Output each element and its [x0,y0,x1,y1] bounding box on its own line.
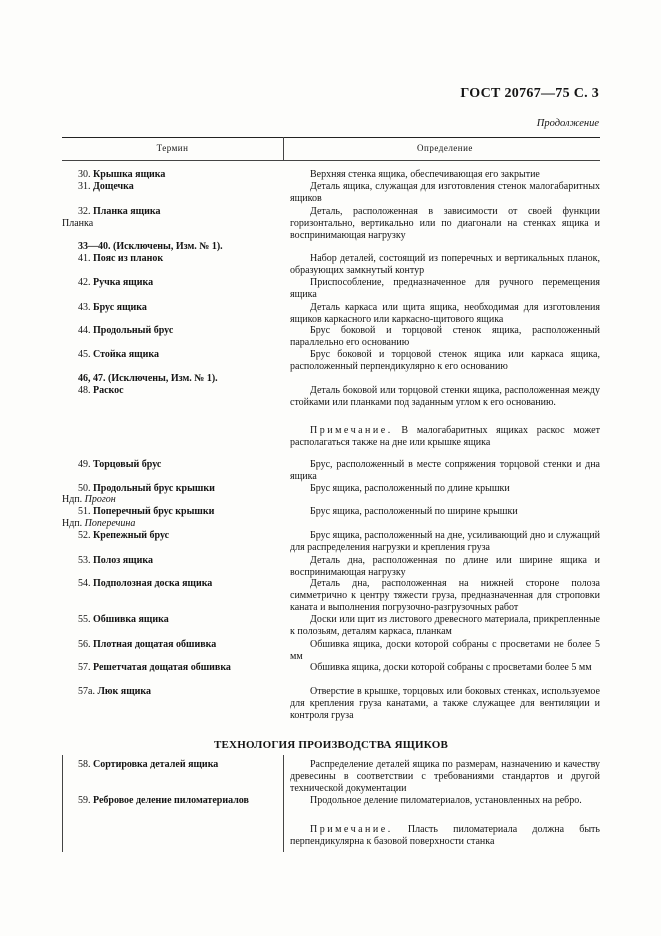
term-number: 57. [78,662,91,673]
term-50-deprecated [62,494,284,506]
term-56 [78,639,300,651]
term-57 [78,662,300,674]
section-title: ТЕХНОЛОГИЯ ПРОИЗВОДСТВА ЯЩИКОВ [213,739,449,751]
term-number: 30. [78,169,91,180]
definition-51: Брус ящика, расположенный по ширине крышки [310,506,518,517]
term-number: 43. [78,302,91,313]
definition-53: Деталь дна, расположенная по длине или ширине ящика и воспринимающая нагрузку [290,555,600,578]
term-name: Крышка ящика [93,169,166,180]
definition-54: Деталь дна, расположенная на нижней стороне полоза симметрично к центру тяжести груза, предназначенная для строповки каната и выполнения погрузочно-разгрузочных работ [290,578,600,613]
definition-42: Приспособление, предназначенное для ручного перемещения ящика [290,277,600,300]
definition-52: Брус ящика, расположенный на дне, усиливающий дно и служащий для распределения нагрузки и крепления груза [290,530,600,553]
definition-57: Обшивка ящика, доски которой собраны с просветами более 5 мм [310,662,592,673]
term-number: 49. [78,459,91,470]
definition-55: Доски или щит из листового древесного материала, прикрепленные к полозьям, деталям каркаса, планкам [290,614,600,637]
term-name: Стойка ящика [93,349,159,360]
term-number: 53. [78,555,91,566]
term-number: 45. [78,349,91,360]
term-name: Полоз ящика [93,555,153,566]
term-number: 57а. [78,686,95,697]
term-name: Поперечный брус крышки [93,506,215,517]
term-number: 55. [78,614,91,625]
term-number: 58. [78,759,91,770]
term-52 [78,530,300,542]
definition-50: Брус ящика, расположенный по длине крышки [310,483,510,494]
term-name: Продольный брус [93,325,174,336]
term-name: Сортировка деталей ящика [93,759,219,770]
note-label: Примечание. [310,425,393,436]
table-top-rule [62,137,600,138]
term-number: 59. [78,795,91,806]
definition-59: Продольное деление пиломатериалов, установленных на ребро. [310,795,582,806]
term-name: Дощечка [93,181,134,192]
definition-45: Брус боковой и торцовой стенок ящика или каркаса ящика, расположенный перпендикулярно к его основанию [290,349,600,372]
term-48 [78,385,300,397]
term-30 [78,169,300,181]
definition-31: Деталь ящика, служащая для изготовления стенок малогабаритных ящиков [290,181,600,204]
term-name: Брус ящика [93,302,147,313]
term-51-deprecated [62,518,284,530]
definition-49: Брус, расположенный в месте сопряжения торцовой стенки и дна ящика [290,459,600,482]
continuation-label: Продолжение [536,118,599,129]
page-header: ГОСТ 20767—75 С. 3 [460,86,599,101]
term-number: 44. [78,325,91,336]
note-59 [290,824,600,848]
term-number: 52. [78,530,91,541]
term-32 [78,206,300,218]
term-number: 48. [78,385,91,396]
term-name: Крепежный брус [93,530,170,541]
term-46-47-excluded: 46, 47. (Исключены, Изм. № 1). [78,373,218,384]
term-name: Планка ящика [93,206,161,217]
column-header-definition: Определение [417,143,473,153]
term-45 [78,349,300,361]
column-rule-left [62,755,63,852]
term-name: Обшивка ящика [93,614,169,625]
definition-56: Обшивка ящика, доски которой собраны с просветами не более 5 мм [290,639,600,662]
deprecated-label: Ндп. [62,518,83,529]
deprecated-label: Ндп. [62,494,83,505]
term-name: Ручка ящика [93,277,154,288]
term-number: 54. [78,578,91,589]
term-44 [78,325,300,337]
term-number: 32. [78,206,91,217]
definition-30: Верхняя стенка ящика, обеспечивающая его закрытие [310,169,540,180]
definition-58: Распределение деталей ящика по размерам, назначению и качеству древесины в соответствии с требованиями стандартов и другой технической документации [290,759,600,794]
term-51 [78,506,300,518]
term-number: 50. [78,483,91,494]
term-name: Ребровое деление пиломатериалов [93,795,249,806]
definition-43: Деталь каркаса или щита ящика, необходимая для изготовления ящиков каркасного или каркасно-щитового ящика [290,302,600,325]
term-name: Люк ящика [97,686,152,697]
term-42 [78,277,300,289]
note-text: В малогабаритных ящиках раскос может располагаться также на дне или крышке ящика [290,425,600,448]
term-name: Пояс из планок [93,253,164,264]
term-49 [78,459,300,471]
term-number: 41. [78,253,91,264]
column-header-term: Термин [156,143,189,153]
note-label: Примечание. [310,824,393,835]
term-number: 56. [78,639,91,650]
term-32-synonym: Планка [62,218,94,229]
term-name: Раскос [93,385,124,396]
term-number: 42. [78,277,91,288]
term-53 [78,555,300,567]
definition-48: Деталь боковой или торцовой стенки ящика, расположенная между стойками или планками под заданным углом к его основанию. [290,385,600,408]
definition-44: Брус боковой и торцовой стенок ящика, расположенный параллельно его основанию [290,325,600,348]
term-55 [78,614,300,626]
term-name: Продольный брус крышки [93,483,215,494]
term-57a [78,686,300,698]
term-name: Торцовый брус [93,459,162,470]
note-text: Пласть пиломатериала должна быть перпендикулярна к базовой поверхности станка [290,824,600,847]
definition-41: Набор деталей, состоящий из поперечных и вертикальных планок, образующих замкнутый контур [290,253,600,276]
definition-32: Деталь, расположенная в зависимости от своей функции горизонтально, вертикально или по диагонали на стенках ящика и воспринимающая нагрузку [290,206,600,241]
term-31 [78,181,300,193]
term-name: Подполозная доска ящика [93,578,213,589]
term-43 [78,302,300,314]
term-58 [78,759,300,771]
term-33-40-excluded: 33—40. (Исключены, Изм. № 1). [78,241,223,252]
note-48 [290,425,600,449]
term-name: Плотная дощатая обшивка [93,639,217,650]
term-54 [78,578,300,590]
term-41 [78,253,300,265]
header-column-divider [283,137,284,160]
term-name: Решетчатая дощатая обшивка [93,662,231,673]
deprecated-term: Поперечина [84,518,136,529]
term-number: 51. [78,506,91,517]
table-header-rule [62,160,600,161]
definition-57a: Отверстие в крышке, торцовых или боковых стенках, используемое для крепления груза канатами, а также служащее для вентиляции и контроля груза [290,686,600,721]
deprecated-term: Прогон [84,494,116,505]
term-59 [78,795,300,807]
term-number: 31. [78,181,91,192]
